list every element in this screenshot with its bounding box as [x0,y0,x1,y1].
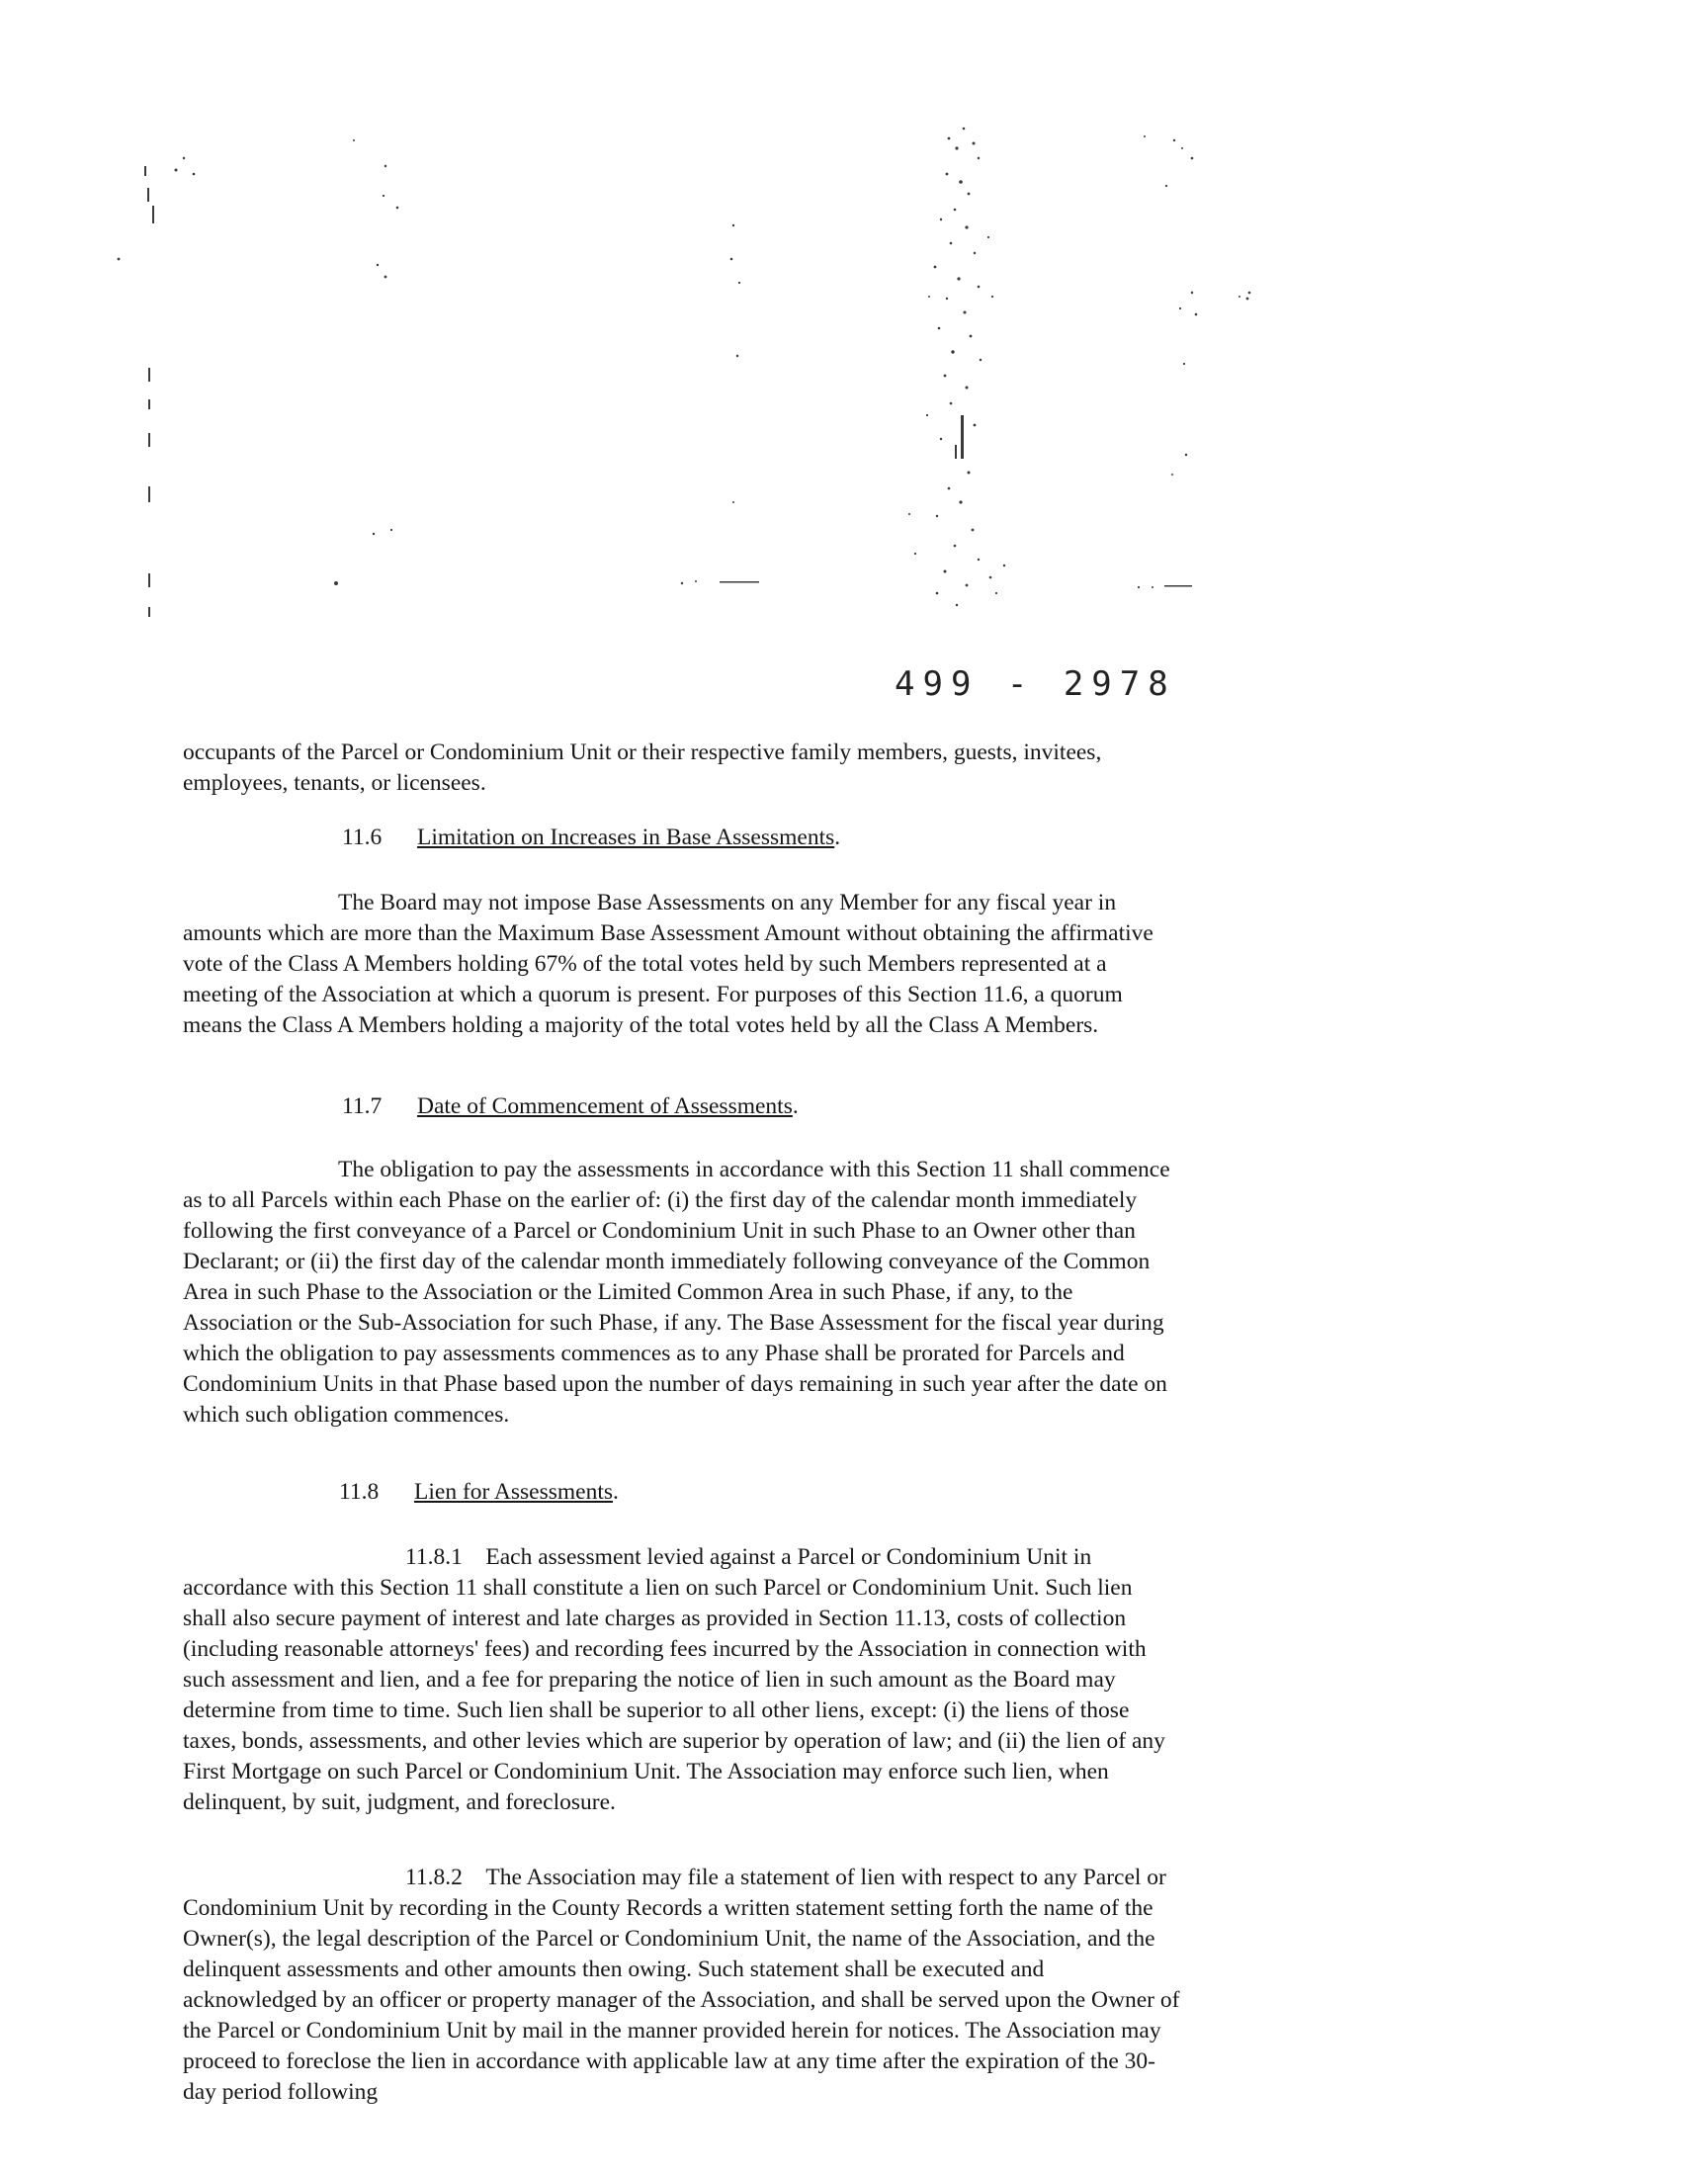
paragraph-text: The obligation to pay the assessments in accordance with this Section 11 shall commence as to all Parcels within each Phase on the earlier of: (i) the first day of the calendar month immediately following the first conveyance of a Parcel or Condominium Unit in such Phase to an Owner other than Declarant; or (ii) the first day of the calendar month immediately following conveyance of the Common Area in such Phase to the Association or the Limited Common Area in such Phase, if any, to the Association or the Sub-Association for such Phase, if any. The Base Assessment for the fiscal year during which the obligation to pay assessments commences as to any Phase shall be prorated for Parcels and Condominium Units in that Phase based upon the number of days remaining in such year after the date on which such obligation commences. [183,1157,1170,1428]
subsection-11-8-1 [183,1542,1181,1818]
book-page-number: 499 - 2978 [895,664,1176,704]
paragraph-text: The Board may not impose Base Assessments on any Member for any fiscal year in amounts which are more than the Maximum Base Assessment Amount without obtaining the affirmative vote of the Class A Members holding 67% of the total votes held by such Members represented at a meeting of the Association at which a quorum is present. For purposes of this Section 11.6, a quorum means the Class A Members holding a majority of the total votes held by all the Class A Members. [183,890,1153,1038]
section-title-suffix: . [834,825,841,850]
subsection-text: Each assessment levied against a Parcel or Condominium Unit in accordance with this Section 11 shall constitute a lien on such Parcel or Condominium Unit. Such lien shall also secure payment of interest and late charges as provided in Section 11.13, costs of collection (including reasonable attorneys' fees) and recording fees incurred by the Association in connection with such assessment and lien, and a fee for preparing the notice of lien in such amount as the Board may determine from time to time. Such lien shall be superior to all other liens, except: (i) the liens of those taxes, bonds, assessments, and other levies which are superior by operation of law; and (ii) the lien of any First Mortgage on such Parcel or Condominium Unit. The Association may enforce such lien, when delinquent, by suit, judgment, and foreclosure. [183,1544,1165,1815]
section-11-6-body [183,888,1181,1041]
subsection-number: 11.8.1 [405,1544,463,1570]
scan-noise [0,0,1708,633]
subsection-11-8-2 [183,1863,1181,2108]
section-title-suffix: . [613,1479,619,1505]
section-heading-11-6 [342,823,840,853]
section-title: Limitation on Increases in Base Assessments [417,825,835,850]
section-title-suffix: . [792,1093,799,1119]
section-11-7-body [183,1155,1181,1431]
section-number: 11.6 [342,825,383,850]
subsection-text: The Association may file a statement of lien with respect to any Parcel or Condominium Unit by recording in the County Records a written statement setting forth the name of the Owner(s), the legal description of the Parcel or Condominium Unit, the name of the Association, and the delinquent assessments and other amounts then owing. Such statement shall be executed and acknowledged by an officer or property manager of the Association, and shall be served upon the Owner of the Parcel or Condominium Unit by mail in the manner provided herein for notices. The Association may proceed to foreclose the lien in accordance with applicable law at any time after the expiration of the 30-day period following [183,1865,1180,2105]
section-title: Lien for Assessments [414,1479,614,1505]
opening-paragraph [183,738,1181,799]
section-heading-11-7 [342,1091,799,1122]
subsection-number: 11.8.2 [405,1865,463,1890]
paragraph-text [183,1863,1181,2108]
section-title: Date of Commencement of Assessments [417,1093,793,1119]
paragraph-text [183,1542,1181,1818]
section-number: 11.7 [342,1093,383,1119]
paragraph-text: occupants of the Parcel or Condominium Unit or their respective family members, guests, invitees, employees, tenants, or licensees. [183,740,1102,796]
section-number: 11.8 [339,1479,380,1505]
section-heading-11-8 [339,1477,619,1508]
